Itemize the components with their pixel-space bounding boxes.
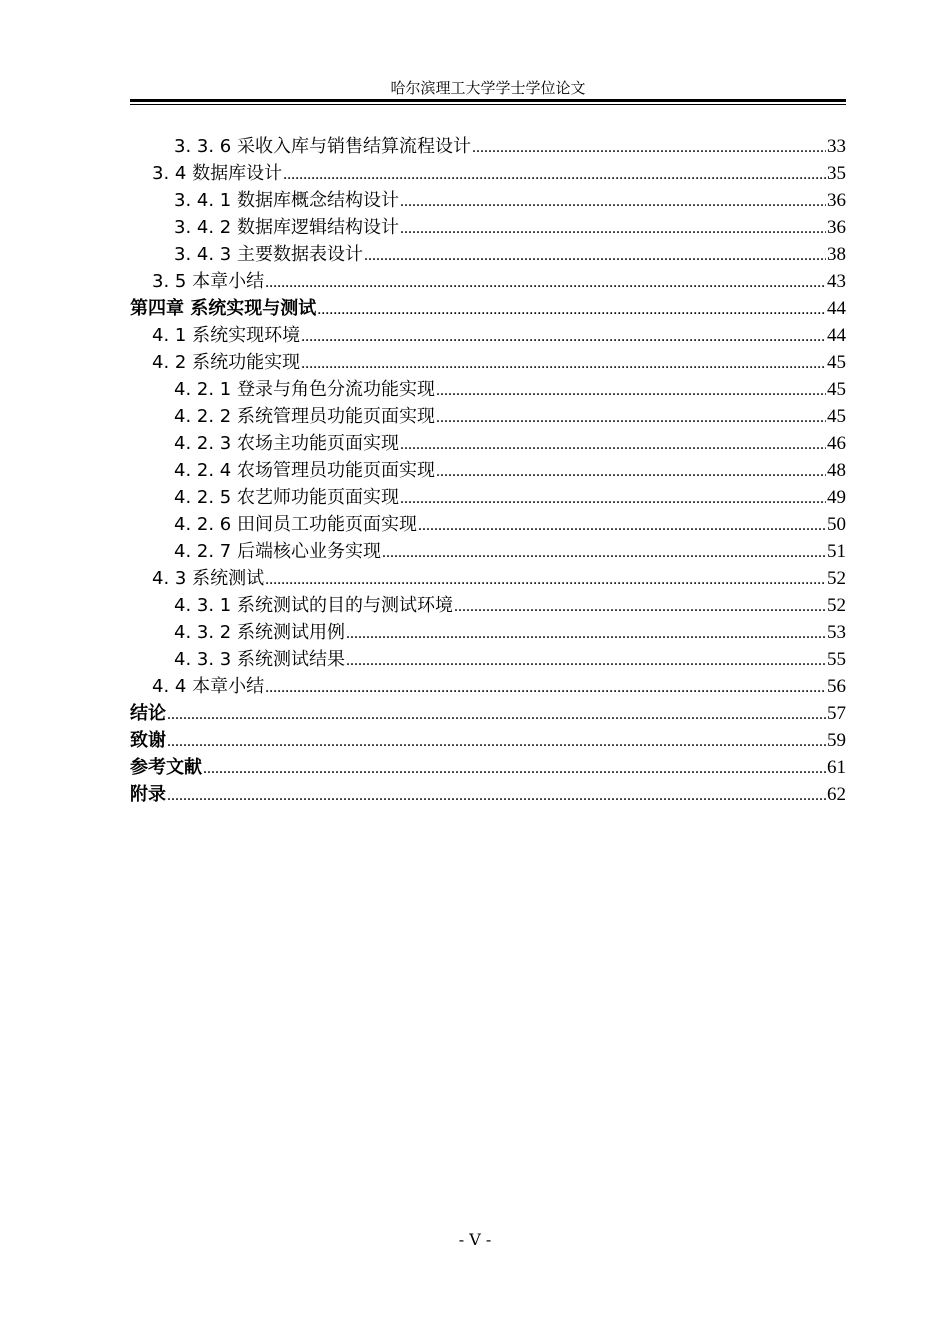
toc-entry-title: 4. 1 系统实现环境 <box>152 325 301 346</box>
toc-entry[interactable] <box>130 295 846 322</box>
toc-leader-dots <box>265 269 826 296</box>
toc-entry-title: 4. 4 本章小结 <box>152 676 265 697</box>
toc-entry-page: 50 <box>827 514 846 535</box>
toc-leader-dots <box>301 350 826 377</box>
toc-entry[interactable] <box>130 565 846 592</box>
toc-entry-title: 4. 2 系统功能实现 <box>152 352 301 373</box>
page-number: - V - <box>458 1230 492 1249</box>
toc-leader-dots <box>167 701 826 728</box>
toc-entry-title: 4. 2. 6 田间员工功能页面实现 <box>174 514 417 535</box>
toc-leader-dots <box>472 134 826 161</box>
toc-entry-page: 36 <box>827 217 846 238</box>
toc-entry[interactable] <box>130 511 846 538</box>
toc-entry-page: 61 <box>827 757 846 778</box>
toc-entry-page: 59 <box>827 730 846 751</box>
toc-entry[interactable] <box>130 592 846 619</box>
toc-entry[interactable] <box>130 160 846 187</box>
toc-entry-page: 44 <box>827 298 846 319</box>
toc-entry[interactable] <box>130 322 846 349</box>
toc-entry-title: 4. 2. 4 农场管理员功能页面实现 <box>174 460 435 481</box>
toc-entry-title: 第四章 系统实现与测试 <box>130 298 317 319</box>
toc-leader-dots <box>382 539 826 566</box>
toc-entry[interactable] <box>130 619 846 646</box>
toc-entry-page: 62 <box>827 784 846 805</box>
toc-entry-title: 4. 2. 5 农艺师功能页面实现 <box>174 487 399 508</box>
toc-leader-dots <box>418 512 826 539</box>
toc-entry-title: 4. 2. 2 系统管理员功能页面实现 <box>174 406 435 427</box>
toc-entry-page: 48 <box>827 460 846 481</box>
toc-entry[interactable] <box>130 376 846 403</box>
toc-entry[interactable] <box>130 538 846 565</box>
toc-leader-dots <box>167 728 826 755</box>
running-header: 哈尔滨理工大学学士学位论文 <box>390 79 586 97</box>
toc-entry[interactable] <box>130 187 846 214</box>
toc-entry-title: 3. 4. 3 主要数据表设计 <box>174 244 363 265</box>
toc-entry-title: 4. 3. 2 系统测试用例 <box>174 622 345 643</box>
toc-leader-dots <box>167 782 826 809</box>
toc-entry[interactable] <box>130 727 846 754</box>
toc-leader-dots <box>400 431 826 458</box>
table-of-contents <box>130 133 846 808</box>
toc-entry[interactable] <box>130 484 846 511</box>
toc-leader-dots <box>436 404 826 431</box>
toc-entry-title: 3. 4 数据库设计 <box>152 163 283 184</box>
toc-entry[interactable] <box>130 349 846 376</box>
toc-leader-dots <box>283 161 826 188</box>
toc-entry-page: 36 <box>827 190 846 211</box>
toc-entry[interactable] <box>130 430 846 457</box>
toc-entry-title: 3. 3. 6 采收入库与销售结算流程设计 <box>174 136 471 157</box>
header-rule-thin <box>130 104 846 105</box>
toc-entry[interactable] <box>130 133 846 160</box>
toc-entry-page: 43 <box>827 271 846 292</box>
toc-entry-title: 4. 2. 1 登录与角色分流功能实现 <box>174 379 435 400</box>
toc-entry-page: 44 <box>827 325 846 346</box>
toc-entry[interactable] <box>130 268 846 295</box>
toc-entry[interactable] <box>130 700 846 727</box>
toc-leader-dots <box>454 593 826 620</box>
toc-leader-dots <box>317 296 826 323</box>
toc-entry-page: 46 <box>827 433 846 454</box>
toc-entry-title: 4. 2. 7 后端核心业务实现 <box>174 541 381 562</box>
toc-leader-dots <box>400 485 826 512</box>
toc-entry-title: 4. 3. 1 系统测试的目的与测试环境 <box>174 595 453 616</box>
toc-leader-dots <box>265 674 826 701</box>
toc-entry-title: 4. 3. 3 系统测试结果 <box>174 649 345 670</box>
toc-leader-dots <box>436 458 826 485</box>
toc-entry-page: 49 <box>827 487 846 508</box>
toc-entry[interactable] <box>130 214 846 241</box>
toc-entry-title: 4. 2. 3 农场主功能页面实现 <box>174 433 399 454</box>
toc-entry-title: 3. 5 本章小结 <box>152 271 265 292</box>
toc-entry-page: 55 <box>827 649 846 670</box>
toc-entry-page: 52 <box>827 568 846 589</box>
toc-entry-title: 3. 4. 2 数据库逻辑结构设计 <box>174 217 399 238</box>
toc-entry-title: 结论 <box>130 703 166 724</box>
toc-leader-dots <box>436 377 826 404</box>
toc-entry[interactable] <box>130 673 846 700</box>
toc-entry-page: 45 <box>827 406 846 427</box>
toc-leader-dots <box>400 215 826 242</box>
toc-entry-page: 45 <box>827 379 846 400</box>
toc-entry-page: 52 <box>827 595 846 616</box>
toc-entry[interactable] <box>130 403 846 430</box>
toc-entry-page: 51 <box>827 541 846 562</box>
toc-leader-dots <box>301 323 826 350</box>
toc-entry[interactable] <box>130 646 846 673</box>
toc-entry-title: 4. 3 系统测试 <box>152 568 265 589</box>
toc-leader-dots <box>400 188 826 215</box>
toc-leader-dots <box>203 755 826 782</box>
toc-leader-dots <box>346 620 826 647</box>
toc-entry-title: 参考文献 <box>130 757 202 778</box>
toc-entry-page: 57 <box>827 703 846 724</box>
toc-leader-dots <box>364 242 826 269</box>
toc-entry[interactable] <box>130 781 846 808</box>
toc-entry-title: 致谢 <box>130 730 166 751</box>
toc-entry[interactable] <box>130 754 846 781</box>
toc-entry[interactable] <box>130 457 846 484</box>
toc-entry-page: 33 <box>827 136 846 157</box>
toc-leader-dots <box>265 566 826 593</box>
toc-leader-dots <box>346 647 826 674</box>
toc-entry-page: 45 <box>827 352 846 373</box>
toc-entry[interactable] <box>130 241 846 268</box>
header-rule-thick <box>130 99 846 102</box>
toc-entry-page: 38 <box>827 244 846 265</box>
toc-entry-page: 35 <box>827 163 846 184</box>
toc-entry-page: 53 <box>827 622 846 643</box>
toc-entry-title: 3. 4. 1 数据库概念结构设计 <box>174 190 399 211</box>
toc-entry-title: 附录 <box>130 784 166 805</box>
toc-entry-page: 56 <box>827 676 846 697</box>
